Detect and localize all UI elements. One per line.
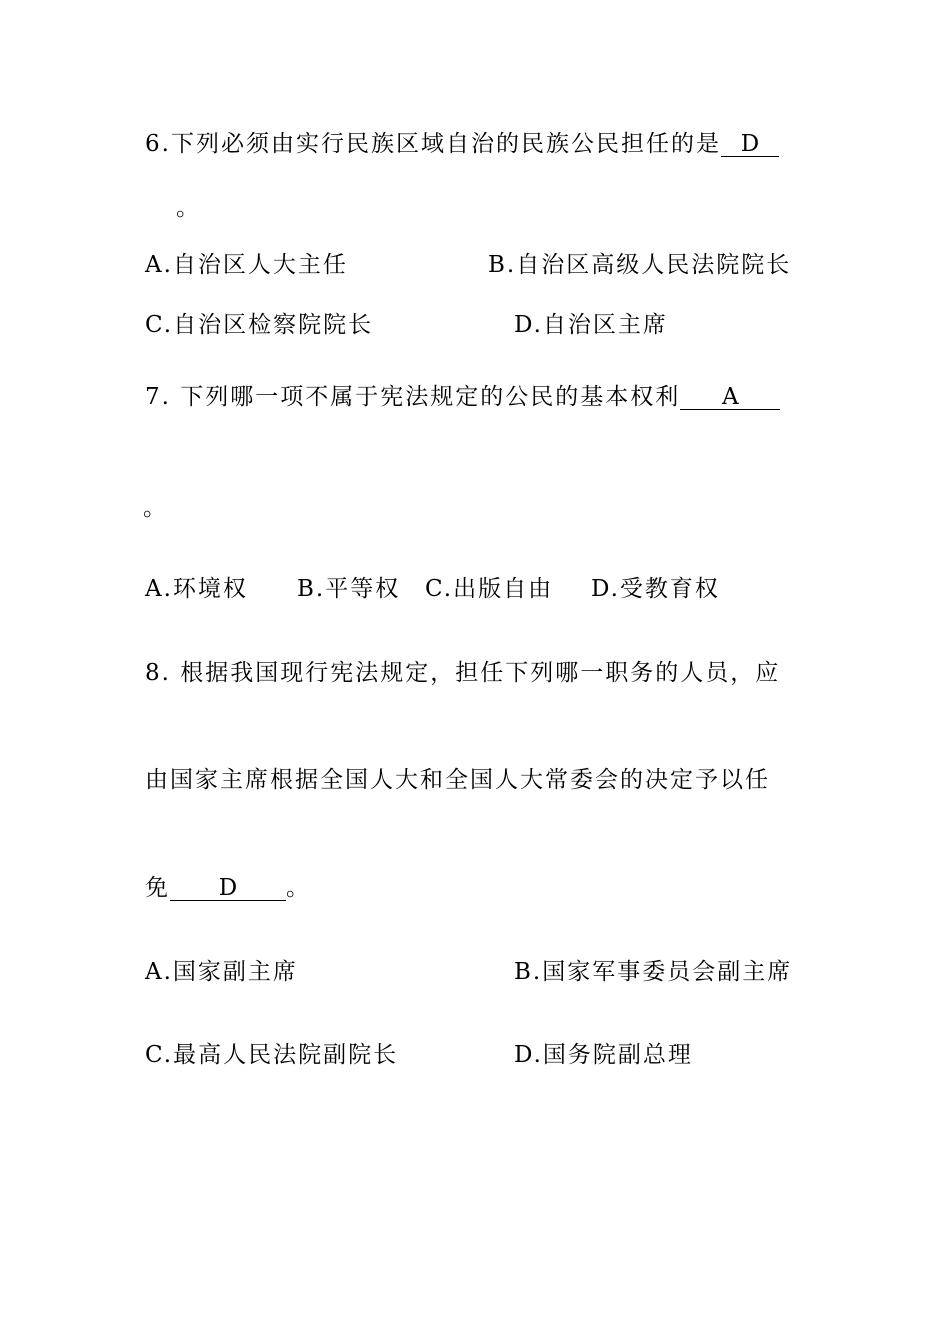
- question-6-stem: [145, 130, 779, 158]
- question-8-stem-line-2: 由国家主席根据全国人大和全国人大常委会的决定予以任: [145, 767, 770, 793]
- question-7-stem: [145, 383, 780, 411]
- question-8-option-c: C.最高人民法院副院长: [145, 1042, 399, 1068]
- question-7-answer-blank: A: [680, 385, 780, 410]
- question-6-text: 6.下列必须由实行民族区域自治的民族公民担任的是: [145, 131, 721, 157]
- question-7-option-d: D.受教育权: [591, 576, 720, 602]
- question-6-end-mark: 。: [176, 195, 201, 221]
- question-6-option-b: B.自治区高级人民法院院长: [488, 252, 792, 278]
- question-7-option-c: C.出版自由: [425, 576, 554, 602]
- question-6-answer-blank: D: [721, 132, 779, 157]
- question-8-stem-line-1: 8. 根据我国现行宪法规定，担任下列哪一职务的人员，应: [145, 660, 781, 686]
- question-8-answer-blank: D: [170, 876, 286, 901]
- question-6-option-c: C.自治区检察院院长: [145, 312, 374, 338]
- question-8-stem-line-3: [145, 874, 311, 902]
- question-7-option-b: B.平等权: [297, 576, 401, 602]
- question-8-option-a: A.国家副主席: [145, 959, 298, 985]
- question-8-option-b: B.国家军事委员会副主席: [514, 959, 793, 985]
- question-7-end-mark: 。: [143, 495, 168, 521]
- question-8-option-d: D.国务院副总理: [514, 1042, 693, 1068]
- question-8-end-mark: 。: [286, 875, 311, 901]
- question-7-text: 7. 下列哪一项不属于宪法规定的公民的基本权利: [145, 384, 681, 410]
- question-8-text: 免: [145, 875, 170, 901]
- question-7-option-a: A.环境权: [145, 576, 248, 602]
- question-6-option-a: A.自治区人大主任: [145, 252, 348, 278]
- question-6-option-d: D.自治区主席: [514, 312, 668, 338]
